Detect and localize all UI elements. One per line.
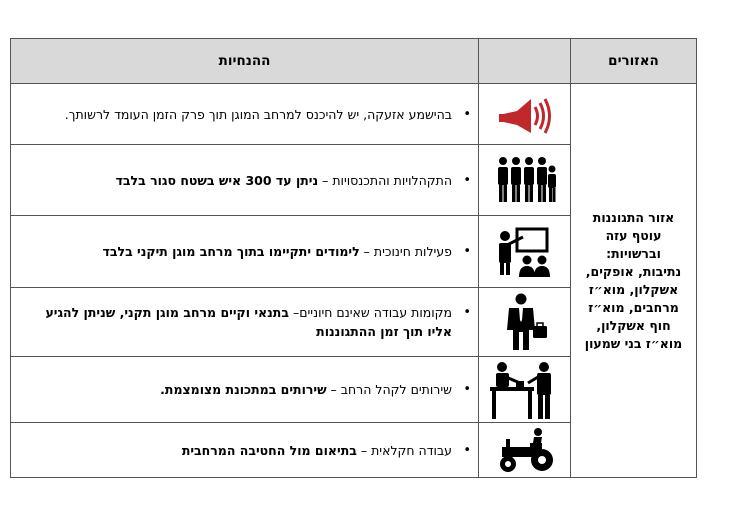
public-service-counter-icon	[488, 359, 562, 421]
icon-cell	[479, 84, 571, 145]
guideline-cell	[11, 84, 479, 145]
guidelines-header: ההנחיות	[11, 39, 479, 84]
tractor-icon	[494, 427, 556, 473]
guideline-cell	[11, 216, 479, 288]
crowd-icon	[494, 155, 556, 205]
area-line: חוף אשקלון,	[596, 317, 671, 333]
area-line: אזור התגוננות	[592, 209, 675, 225]
icon-cell	[479, 216, 571, 288]
header-row	[11, 39, 697, 84]
guideline-normal-text: פעילות חינוכית –	[359, 244, 452, 259]
guideline-bold-text: לימודים יתקיימו בתוך מרחב מוגן תיקני בלבד	[102, 244, 360, 259]
area-line: מוא״ז בני שמעון	[584, 335, 683, 351]
guideline-item	[19, 303, 452, 341]
areas-header: האזורים	[571, 39, 697, 84]
guideline-normal-text: בהישמע אזעקה, יש להיכנס למרחב המוגן תוך פרק הזמן העומד לרשותך.	[64, 106, 452, 122]
area-line: עוטף עזה	[605, 227, 662, 243]
guideline-item	[19, 171, 452, 190]
worker-briefcase-icon	[501, 292, 549, 352]
area-cell	[571, 84, 697, 478]
guideline-bold-text: שירותים במתכונת מצומצמת.	[160, 382, 327, 397]
table-row	[11, 84, 697, 145]
guideline-bold-text: בתנאי וקיים מרחב מוגן תקני, שניתן להגיע אליו תוך זמן ההתגוננות	[45, 305, 452, 339]
icon-header	[479, 39, 571, 84]
guideline-cell	[11, 423, 479, 478]
guideline-normal-text: עבודה חקלאית –	[356, 442, 452, 458]
area-line: מרחבים, מוא״ז	[588, 299, 679, 315]
icon-cell	[479, 145, 571, 216]
area-line: נתיבות, אופקים,	[585, 263, 682, 279]
guideline-item	[19, 242, 452, 261]
teacher-students-icon	[495, 225, 555, 279]
icon-cell	[479, 288, 571, 357]
guideline-item	[19, 380, 452, 399]
area-line: אשקלון, מוא״ז	[588, 281, 679, 297]
guideline-normal-text: שירותים לקהל הרחב –	[326, 382, 452, 397]
guideline-cell	[11, 288, 479, 357]
area-line: וברשויות:	[606, 245, 661, 261]
guideline-cell	[11, 357, 479, 423]
guideline-item	[19, 105, 452, 124]
guideline-item	[19, 441, 452, 460]
icon-cell	[479, 357, 571, 423]
guideline-cell	[11, 145, 479, 216]
guideline-bold-text: בתיאום מול החטיבה המרחבית	[181, 442, 357, 458]
guideline-normal-text: התקהלויות והתכנסויות –	[318, 172, 452, 188]
icon-cell	[479, 423, 571, 478]
alarm-siren-icon	[495, 91, 555, 137]
guideline-normal-text: מקומות עבודה שאינם חיוניים–	[288, 305, 452, 320]
guidelines-table	[10, 38, 697, 478]
guideline-bold-text: ניתן עד 300 איש בשטח סגור בלבד	[115, 172, 319, 188]
